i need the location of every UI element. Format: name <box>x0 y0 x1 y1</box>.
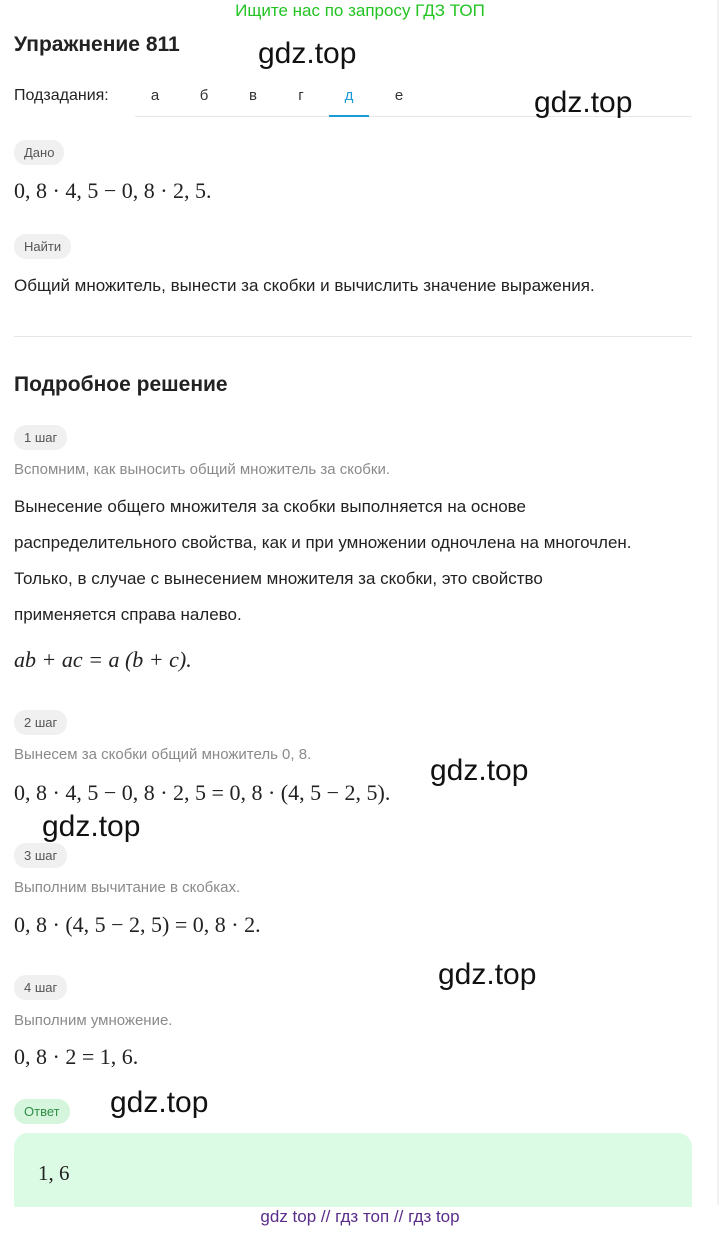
step-4-expression: 0, 8 · 2 = 1, 6. <box>14 1044 139 1069</box>
step-1-paragraph <box>14 489 704 633</box>
watermark: gdz.top <box>110 1086 209 1119</box>
watermark: gdz.top <box>438 958 537 991</box>
divider <box>14 336 692 337</box>
tab-d[interactable]: д <box>329 78 369 117</box>
watermark: gdz.top <box>430 754 529 787</box>
given-expression: 0, 8 · 4, 5 − 0, 8 · 2, 5. <box>14 178 212 203</box>
find-badge: Найти <box>14 234 71 259</box>
answer-box <box>14 1133 692 1207</box>
tab-b[interactable]: б <box>199 87 209 104</box>
step-3-expression: 0, 8 · (4, 5 − 2, 5) = 0, 8 · 2. <box>14 912 261 937</box>
tab-e[interactable]: е <box>394 87 404 104</box>
step-4-hint: Выполним умножение. <box>14 1012 173 1029</box>
footer-links[interactable]: gdz top // гдз топ // гдз top <box>260 1207 460 1226</box>
answer-badge: Ответ <box>14 1099 70 1124</box>
find-text: Общий множитель, вынести за скобки и вычислить значение выражения. <box>14 276 595 295</box>
page-title: Упражнение 811 <box>14 33 180 56</box>
step-4-badge: 4 шаг <box>14 975 67 1000</box>
paragraph-line: распределительного свойства, как и при умножении одночлена на многочлен. <box>14 533 632 552</box>
paragraph-line: Вынесение общего множителя за скобки выполняется на основе <box>14 497 526 516</box>
step-3-badge: 3 шаг <box>14 843 67 868</box>
step-1-hint: Вспомним, как выносить общий множитель за скобки. <box>14 461 390 478</box>
paragraph-line: применяется справа налево. <box>14 605 242 624</box>
given-badge: Дано <box>14 140 64 165</box>
watermark: gdz.top <box>258 37 357 70</box>
step-2-expression: 0, 8 · 4, 5 − 0, 8 · 2, 5 = 0, 8 · (4, 5 − 2, 5). <box>14 780 391 805</box>
step-2-hint: Вынесем за скобки общий множитель 0, 8. <box>14 746 312 763</box>
step-2-badge: 2 шаг <box>14 710 67 735</box>
step-3-hint: Выполним вычитание в скобках. <box>14 879 241 896</box>
tab-v[interactable]: в <box>249 87 257 104</box>
watermark: gdz.top <box>534 86 633 119</box>
answer-value: 1, 6 <box>38 1161 70 1185</box>
scroll-edge <box>717 0 719 1205</box>
step-1-badge: 1 шаг <box>14 425 67 450</box>
step-1-expression: ab + ac = a (b + c). <box>14 647 192 672</box>
paragraph-line: Только, в случае с вынесением множителя за скобки, это свойство <box>14 569 543 588</box>
tab-a[interactable]: а <box>150 87 160 104</box>
search-banner[interactable]: Ищите нас по запросу ГДЗ ТОП <box>235 1 485 20</box>
watermark: gdz.top <box>42 810 141 843</box>
solution-title: Подробное решение <box>14 373 228 396</box>
subtasks-label: Подзадания: <box>14 87 109 104</box>
tab-g[interactable]: г <box>298 87 304 104</box>
